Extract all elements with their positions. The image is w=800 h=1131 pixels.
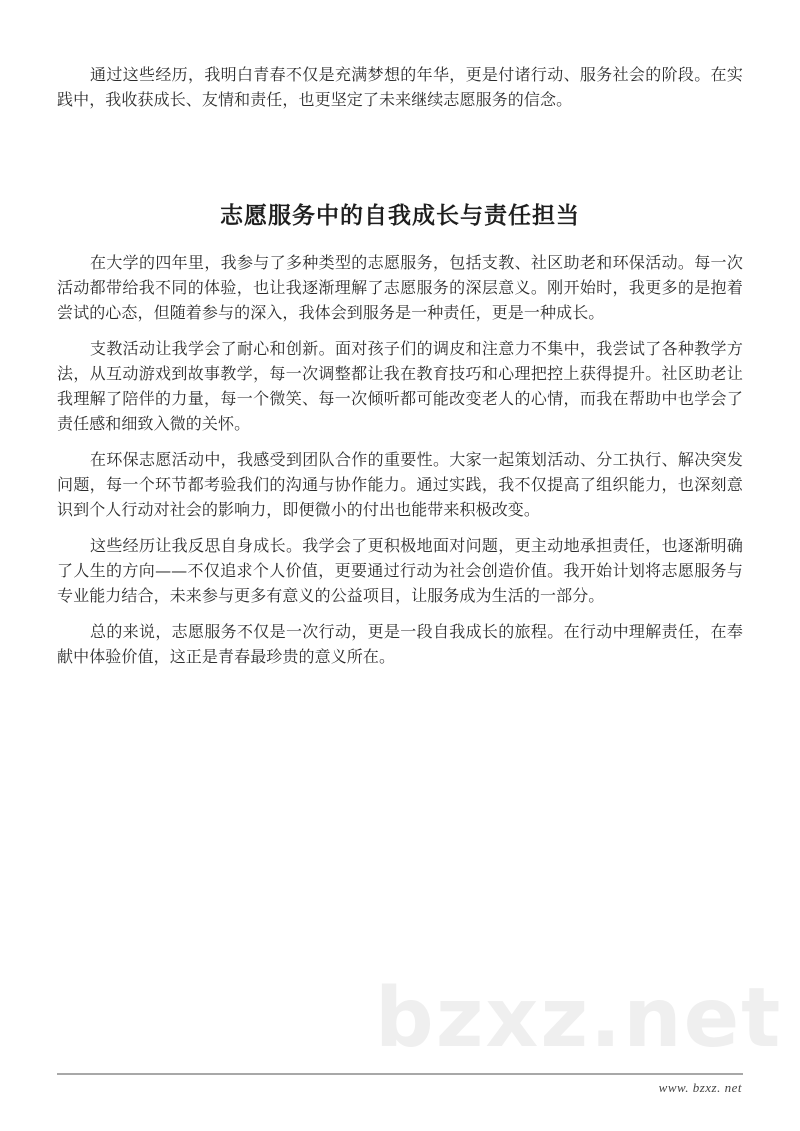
intro-paragraph: 通过这些经历，我明白青春不仅是充满梦想的年华，更是付诸行动、服务社会的阶段。在实践中，我收获成长、友情和责任，也更坚定了未来继续志愿服务的信念。: [57, 65, 743, 109]
body-paragraph-3: 在环保志愿活动中，我感受到团队合作的重要性。大家一起策划活动、分工执行、解决突发问题，每一个环节都考验我们的沟通与协作能力。通过实践，我不仅提高了组织能力，也深刻意识到个人行动对社会的影响力，即便微小的付出也能带来积极改变。: [57, 450, 743, 519]
section-body: [57, 250, 743, 680]
body-paragraph-5: 总的来说，志愿服务不仅是一次行动，更是一段自我成长的旅程。在行动中理解责任，在奉献中体验价值，这正是青春最珍贵的意义所在。: [57, 622, 743, 666]
footer-site-url: www. bzxz. net: [658, 1080, 742, 1095]
body-paragraph-2: 支教活动让我学会了耐心和创新。面对孩子们的调皮和注意力不集中，我尝试了各种教学方法，从互动游戏到故事教学，每一次调整都让我在教育技巧和心理把控上获得提升。社区助老让我理解了陪伴的力量，每一个微笑、每一次倾听都可能改变老人的心情，而我在帮助中也学会了责任感和细致入微的关怀。: [57, 339, 743, 433]
watermark: bzxz.net: [375, 971, 783, 1066]
body-paragraph-4: 这些经历让我反思自身成长。我学会了更积极地面对问题，更主动地承担责任，也逐渐明确了人生的方向——不仅追求个人价值，更要通过行动为社会创造价值。我开始计划将志愿服务与专业能力结合，未来参与更多有意义的公益项目，让服务成为生活的一部分。: [57, 536, 743, 605]
body-paragraph-1: 在大学的四年里，我参与了多种类型的志愿服务，包括支教、社区助老和环保活动。每一次活动都带给我不同的体验，也让我逐渐理解了志愿服务的深层意义。刚开始时，我更多的是抱着尝试的心态，但随着参与的深入，我体会到服务是一种责任，更是一种成长。: [57, 253, 743, 322]
section-title: 志愿服务中的自我成长与责任担当: [220, 203, 580, 229]
footer-divider: [57, 1073, 743, 1075]
